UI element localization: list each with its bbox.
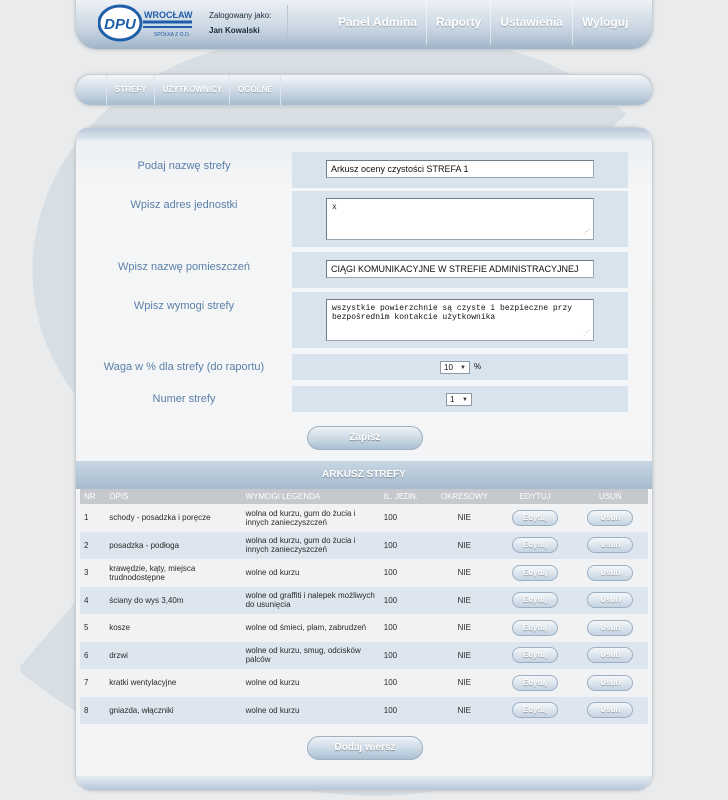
delete-button[interactable]: Usuń [587, 675, 633, 691]
cell-nr: 1 [80, 504, 105, 532]
table-row [80, 504, 648, 532]
cell-wymogi: wolne od kurzu, smug, odcisków palców [242, 642, 380, 670]
edit-button[interactable]: Edytuj [512, 537, 558, 553]
cell-edytuj [498, 587, 573, 615]
cell-wymogi: wolne od kurzu [242, 669, 380, 697]
cell-edytuj [498, 504, 573, 532]
edit-button[interactable]: Edytuj [512, 565, 558, 581]
panel-bottom-edge [76, 776, 652, 790]
cell-opis: schody - posadzka i poręcze [105, 504, 241, 532]
cell-opis: posadzka - podłoga [105, 532, 241, 560]
table-row [80, 697, 648, 725]
tab-users[interactable]: UŻYTKOWNICY [155, 75, 231, 105]
panel-top-edge [76, 128, 652, 140]
cell-wymogi: wolna od kurzu, gum do żucia i innych zanieczyszczeń [242, 504, 380, 532]
col-edytuj: EDYTUJ [498, 489, 573, 504]
cell-opis: gniazda, włączniki [105, 697, 241, 725]
delete-button[interactable]: Usuń [587, 620, 633, 636]
edit-button[interactable]: Edytuj [512, 592, 558, 608]
resize-handle-icon[interactable]: ⋰ [583, 330, 590, 338]
add-row-button[interactable]: Dodaj wiersz [307, 736, 423, 760]
zone-number-cell [292, 386, 628, 412]
svg-text:SPÓŁKA Z O.O.: SPÓŁKA Z O.O. [154, 32, 191, 38]
edit-button[interactable]: Edytuj [512, 510, 558, 526]
delete-button[interactable]: Usuń [587, 510, 633, 526]
cell-okresowy: NIE [431, 669, 497, 697]
col-usun: USUŃ [573, 489, 648, 504]
main-panel [75, 127, 653, 791]
cell-edytuj [498, 559, 573, 587]
col-okresowy: OKRESOWY [431, 489, 497, 504]
weight-cell [292, 354, 628, 380]
tab-zones[interactable]: STREFY [107, 75, 155, 105]
cell-wymogi: wolna od kurzu, gum do żucia i innych zanieczyszczeń [242, 532, 380, 560]
cell-okresowy: NIE [431, 587, 497, 615]
cell-il-jedn: 100 [380, 614, 431, 642]
cell-opis: ściany do wys 3,40m [105, 587, 241, 615]
requirements-label: Wpisz wymogi strefy [133, 300, 235, 312]
top-nav [329, 1, 637, 45]
save-button[interactable]: Zapisz [307, 426, 423, 450]
cell-il-jedn: 100 [380, 559, 431, 587]
rooms-input[interactable]: CIĄGI KOMUNIKACYJNE W STREFIE ADMINISTRACYJNEJ [326, 260, 594, 278]
requirements-textarea[interactable] [326, 299, 594, 341]
col-opis: OPIS [105, 489, 241, 504]
table-row [80, 532, 648, 560]
table-row [80, 559, 648, 587]
delete-button[interactable]: Usuń [587, 565, 633, 581]
cell-il-jedn: 100 [380, 697, 431, 725]
cell-usun [573, 697, 648, 725]
form-row-requirements [76, 292, 652, 348]
cell-edytuj [498, 697, 573, 725]
table-header-row [80, 489, 648, 504]
logged-as-label: Zalogowany jako: [209, 11, 272, 20]
table-row [80, 614, 648, 642]
nav-settings[interactable]: Ustawienia [491, 1, 573, 45]
address-value: x [332, 203, 337, 212]
address-label: Wpisz adres jednostki [130, 199, 238, 211]
rooms-cell [292, 252, 628, 288]
weight-select[interactable] [440, 361, 470, 374]
rooms-label: Wpisz nazwę pomieszczeń [117, 261, 251, 273]
cell-opis: kosze [105, 614, 241, 642]
cell-il-jedn: 100 [380, 587, 431, 615]
cell-usun [573, 504, 648, 532]
cell-nr: 5 [80, 614, 105, 642]
cell-usun [573, 642, 648, 670]
cell-nr: 7 [80, 669, 105, 697]
cell-okresowy: NIE [431, 532, 497, 560]
header-bar [75, 0, 653, 50]
tab-general[interactable]: OGÓLNE [230, 75, 281, 105]
weight-value: 10 [444, 363, 453, 372]
nav-reports[interactable]: Raporty [427, 1, 491, 45]
sheet-table [80, 489, 648, 724]
cell-nr: 3 [80, 559, 105, 587]
cell-opis: drzwi [105, 642, 241, 670]
weight-label: Waga w % dla strefy (do raportu) [103, 361, 265, 373]
weight-unit: % [474, 362, 482, 371]
form-row-rooms [76, 252, 652, 288]
logged-user-box [209, 5, 288, 43]
table-row [80, 669, 648, 697]
edit-button[interactable]: Edytuj [512, 620, 558, 636]
sheet-title: ARKUSZ STREFY [76, 461, 652, 489]
cell-usun [573, 532, 648, 560]
edit-button[interactable]: Edytuj [512, 647, 558, 663]
col-nr: NR [80, 489, 105, 504]
zone-name-input[interactable]: Arkusz oceny czystości STREFA 1 [326, 160, 594, 178]
resize-handle-icon[interactable]: ⋰ [583, 229, 590, 237]
address-cell [292, 191, 628, 247]
cell-edytuj [498, 532, 573, 560]
form-row-zone-number [76, 386, 652, 412]
user-name: Jan Kowalski [209, 26, 260, 35]
cell-opis: krawędzie, kąty, miejsca trudnodostępne [105, 559, 241, 587]
cell-okresowy: NIE [431, 559, 497, 587]
col-wymogi: WYMOGI LEGENDA [242, 489, 380, 504]
cell-edytuj [498, 614, 573, 642]
chevron-down-icon: ▼ [462, 396, 468, 403]
company-logo[interactable] [98, 3, 198, 46]
delete-button[interactable]: Usuń [587, 592, 633, 608]
svg-text:DPU: DPU [104, 16, 136, 33]
cell-usun [573, 669, 648, 697]
table-row [80, 642, 648, 670]
cell-okresowy: NIE [431, 697, 497, 725]
requirements-value: wszystkie powierzchnie są czyste i bezpieczne przy bezpośrednim kontakcie użytkownika [332, 304, 573, 322]
col-il-jedn: IL. JEDN. [380, 489, 431, 504]
cell-edytuj [498, 642, 573, 670]
cell-nr: 2 [80, 532, 105, 560]
zone-number-value: 1 [450, 395, 455, 404]
cell-usun [573, 587, 648, 615]
delete-button[interactable]: Usuń [587, 702, 633, 718]
cell-il-jedn: 100 [380, 532, 431, 560]
table-row [80, 587, 648, 615]
nav-admin-panel[interactable]: Panel Admina [329, 1, 427, 45]
address-textarea[interactable] [326, 198, 594, 240]
cell-nr: 4 [80, 587, 105, 615]
delete-button[interactable]: Usuń [587, 647, 633, 663]
cell-wymogi: wolne od kurzu [242, 697, 380, 725]
cell-usun [573, 614, 648, 642]
zone-number-select[interactable] [446, 393, 472, 406]
edit-button[interactable]: Edytuj [512, 702, 558, 718]
edit-button[interactable]: Edytuj [512, 675, 558, 691]
zone-name-label: Podaj nazwę strefy [137, 160, 231, 172]
cell-wymogi: wolne od graffiti i nalepek możliwych do usunięcia [242, 587, 380, 615]
requirements-cell [292, 292, 628, 348]
form-row-zone-name [76, 152, 652, 188]
cell-usun [573, 559, 648, 587]
svg-text:WROCŁAW: WROCŁAW [144, 10, 193, 20]
zone-name-cell [292, 152, 628, 188]
cell-il-jedn: 100 [380, 669, 431, 697]
cell-il-jedn: 100 [380, 642, 431, 670]
cell-wymogi: wolne od śmieci, plam, zabrudzeń [242, 614, 380, 642]
cell-edytuj [498, 669, 573, 697]
section-tabs-bar [75, 74, 653, 106]
cell-nr: 8 [80, 697, 105, 725]
nav-logout[interactable]: Wyloguj [581, 15, 629, 29]
cell-wymogi: wolne od kurzu [242, 559, 380, 587]
cell-okresowy: NIE [431, 614, 497, 642]
cell-okresowy: NIE [431, 504, 497, 532]
zone-number-label: Numer strefy [152, 393, 216, 405]
chevron-down-icon: ▼ [460, 364, 466, 371]
cell-nr: 6 [80, 642, 105, 670]
form-row-address [76, 191, 652, 247]
delete-button[interactable]: Usuń [587, 537, 633, 553]
cell-okresowy: NIE [431, 642, 497, 670]
cell-il-jedn: 100 [380, 504, 431, 532]
form-row-weight [76, 354, 652, 380]
cell-opis: kratki wentylacyjne [105, 669, 241, 697]
logo-icon [98, 3, 198, 43]
